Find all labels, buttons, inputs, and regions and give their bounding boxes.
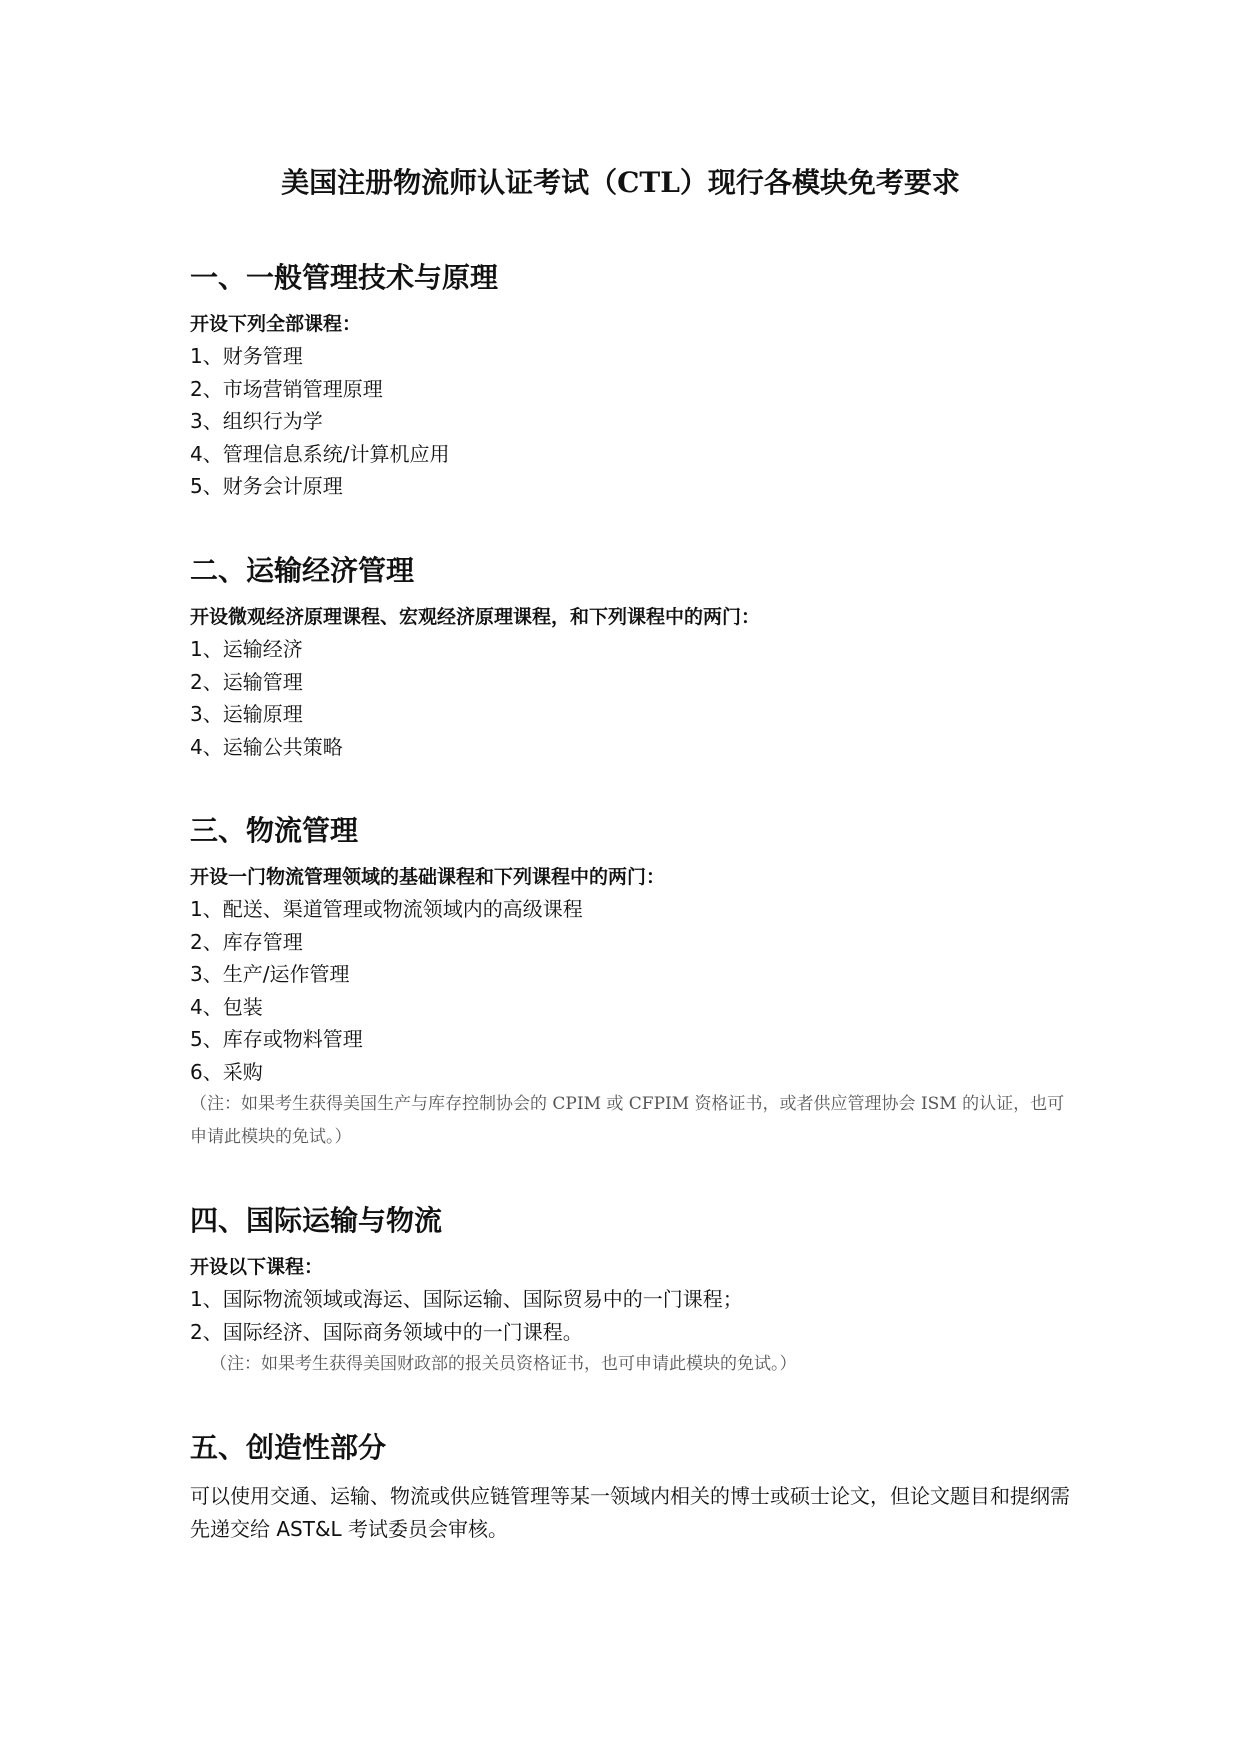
- section-note: （注：如果考生获得美国财政部的报关员资格证书，也可申请此模块的免试。）: [210, 1354, 797, 1374]
- section-intro: 开设以下课程：: [190, 1256, 324, 1278]
- list-item: [190, 1316, 1070, 1349]
- item-separator: 、: [202, 1059, 223, 1084]
- item-text: 财务管理: [222, 344, 303, 368]
- section-heading: 一、一般管理技术与原理: [190, 261, 499, 294]
- item-separator: 、: [202, 962, 223, 986]
- list-item: [190, 731, 1070, 764]
- list-item: [190, 470, 1070, 503]
- item-number: 3: [190, 702, 203, 726]
- section-international-logistics: [190, 1201, 1070, 1381]
- item-separator: 、: [202, 1287, 223, 1311]
- item-text: 运输公共策略: [222, 734, 343, 759]
- section-heading: 四、国际运输与物流: [190, 1204, 443, 1237]
- item-text: 国际经济、国际商务领域中的一门课程。: [222, 1319, 583, 1344]
- item-text: 配送、渠道管理或物流领域内的高级课程: [222, 897, 583, 921]
- item-text: 采购: [222, 1059, 263, 1084]
- item-text: 运输经济: [222, 637, 303, 661]
- list-item: [190, 666, 1070, 699]
- item-text: 运输管理: [222, 669, 303, 694]
- item-text: 市场营销管理原理: [222, 376, 383, 401]
- list-item: [190, 1283, 1070, 1316]
- item-number: 1: [190, 344, 203, 368]
- item-separator: 、: [202, 702, 223, 726]
- item-number: 4: [190, 441, 203, 466]
- item-separator: 、: [202, 1319, 223, 1344]
- item-number: 1: [190, 637, 203, 661]
- section-intro: 开设下列全部课程：: [190, 313, 362, 335]
- item-separator: 、: [202, 734, 223, 759]
- item-separator: 、: [202, 929, 223, 954]
- list-item: [190, 958, 1070, 991]
- item-number: 1: [190, 897, 203, 921]
- list-item: [190, 1023, 1070, 1056]
- section-note: （注：如果考生获得美国生产与库存控制协会的 CPIM 或 CFPIM 资格证书，或者供应管理协会 ISM 的认证，也可申请此模块的免试。）: [190, 1094, 1065, 1147]
- item-separator: 、: [202, 637, 223, 661]
- list-item: [190, 698, 1070, 731]
- list-item: [190, 893, 1070, 926]
- item-number: 4: [190, 734, 203, 759]
- item-text: 运输原理: [222, 702, 303, 726]
- list-item: [190, 991, 1070, 1024]
- item-text: 管理信息系统/计算机应用: [222, 441, 450, 466]
- list-item: [190, 633, 1070, 666]
- item-number: 3: [190, 409, 203, 433]
- list-item: [190, 926, 1070, 959]
- item-separator: 、: [202, 897, 223, 921]
- list-item: [190, 373, 1070, 406]
- item-number: 6: [190, 1059, 203, 1084]
- item-text: 库存管理: [222, 929, 303, 954]
- list-item: [190, 405, 1070, 438]
- section-heading: 五、创造性部分: [190, 1431, 387, 1464]
- section-logistics-management: [190, 811, 1070, 1154]
- item-number: 5: [190, 1027, 203, 1051]
- item-separator: 、: [202, 1027, 223, 1051]
- item-separator: 、: [202, 474, 223, 498]
- item-text: 生产/运作管理: [222, 962, 350, 986]
- item-number: 5: [190, 474, 203, 498]
- list-item: [190, 1056, 1070, 1089]
- item-text: 库存或物料管理: [222, 1027, 363, 1051]
- section-heading: 二、运输经济管理: [190, 554, 415, 587]
- section-intro: 开设微观经济原理课程、宏观经济原理课程，和下列课程中的两门：: [190, 606, 761, 628]
- section-paragraph: 可以使用交通、运输、物流或供应链管理等某一领域内相关的博士或硕士论文，但论文题目和提纲需先递交给 AST&L 考试委员会审核。: [190, 1484, 1070, 1541]
- section-transport-economics: [190, 551, 1070, 763]
- item-separator: 、: [202, 441, 223, 466]
- item-text: 包装: [222, 994, 263, 1019]
- item-number: 2: [190, 929, 203, 954]
- section-heading: 三、物流管理: [190, 814, 359, 847]
- section-general-management: [190, 258, 1070, 503]
- item-number: 2: [190, 1319, 203, 1344]
- item-separator: 、: [202, 669, 223, 694]
- list-item: [190, 340, 1070, 373]
- section-intro: 开设一门物流管理领域的基础课程和下列课程中的两门：: [190, 866, 666, 888]
- item-separator: 、: [202, 344, 223, 368]
- item-number: 2: [190, 376, 203, 401]
- item-separator: 、: [202, 376, 223, 401]
- item-text: 组织行为学: [222, 409, 323, 433]
- list-item: [190, 438, 1070, 471]
- item-separator: 、: [202, 409, 223, 433]
- item-number: 1: [190, 1287, 203, 1311]
- section-creative-part: [190, 1428, 1070, 1546]
- item-text: 国际物流领域或海运、国际运输、国际贸易中的一门课程；: [222, 1287, 743, 1311]
- item-number: 4: [190, 994, 203, 1019]
- item-number: 2: [190, 669, 203, 694]
- document-title: 美国注册物流师认证考试（CTL）现行各模块免考要求: [281, 166, 960, 199]
- item-number: 3: [190, 962, 203, 986]
- item-text: 财务会计原理: [222, 474, 343, 498]
- item-separator: 、: [202, 994, 223, 1019]
